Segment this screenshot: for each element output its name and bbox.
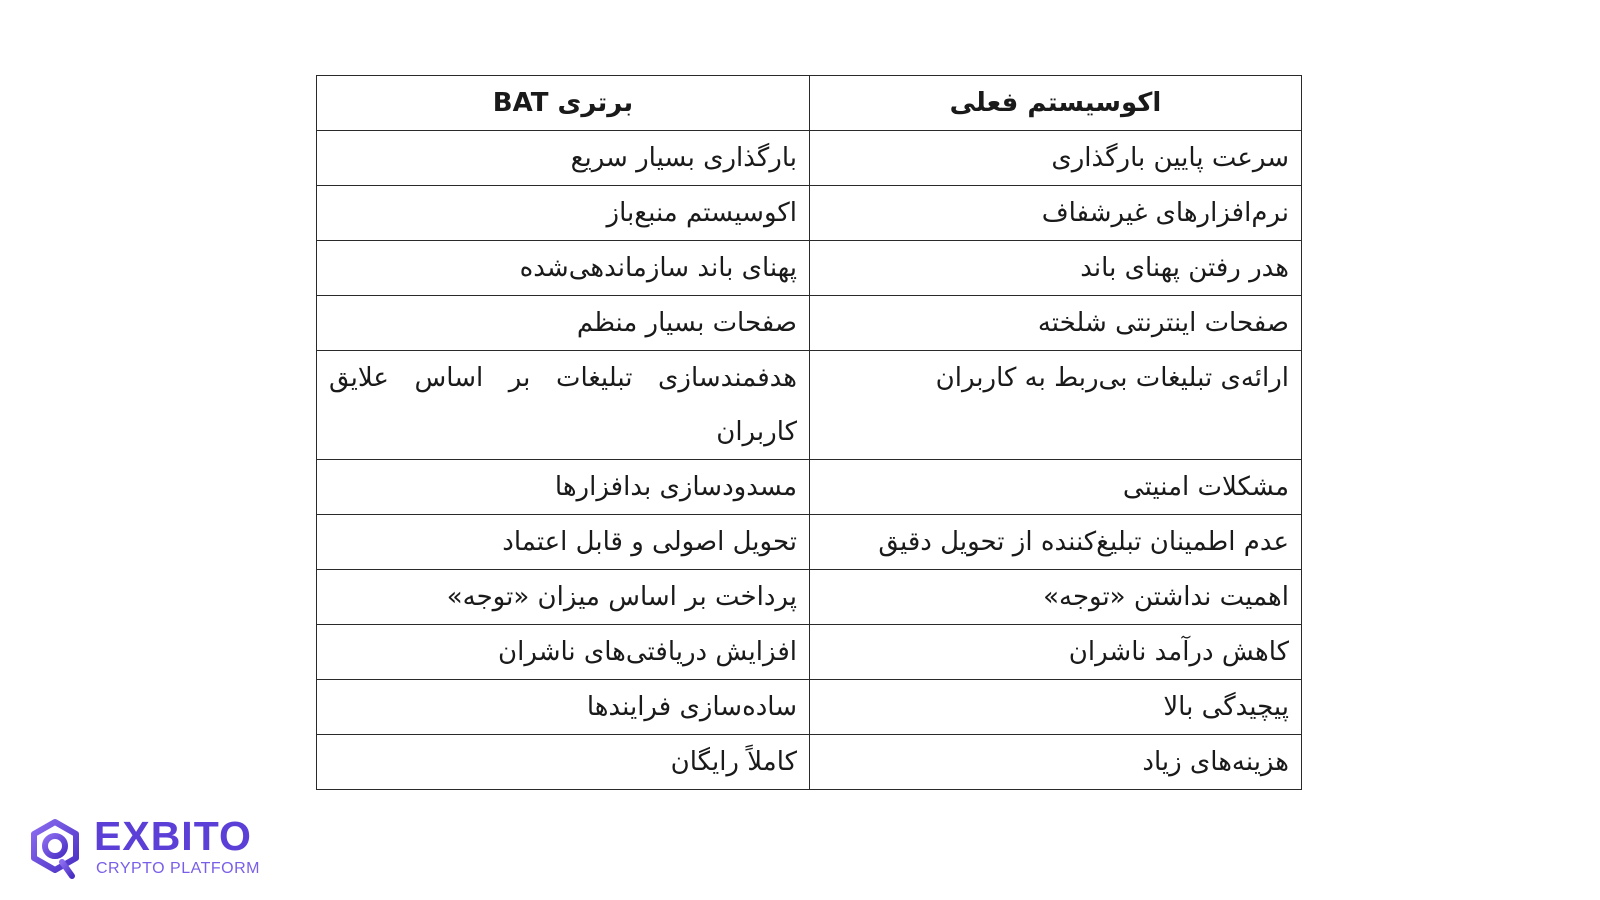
cell-current: مشکلات امنیتی (810, 460, 1302, 515)
table-row (317, 460, 1302, 515)
cell-advantage: پرداخت بر اساس میزان «توجه» (317, 570, 810, 625)
cell-advantage: بارگذاری بسیار سریع (317, 131, 810, 186)
cell-current: نرم‌افزارهای غیرشفاف (810, 186, 1302, 241)
table-row (317, 351, 1302, 460)
logo-name: EXBITO (94, 813, 252, 859)
cell-current: هزینه‌های زیاد (810, 735, 1302, 790)
exbito-logo (26, 812, 286, 884)
cell-current: عدم اطمینان تبلیغ‌کننده از تحویل دقیق (810, 515, 1302, 570)
cell-current: هدر رفتن پهنای باند (810, 241, 1302, 296)
table-row (317, 515, 1302, 570)
cell-advantage: صفحات بسیار منظم (317, 296, 810, 351)
cell-advantage: اکوسیستم منبع‌باز (317, 186, 810, 241)
table-row (317, 186, 1302, 241)
comparison-table (316, 75, 1302, 790)
exbito-logo-icon (26, 818, 84, 880)
cell-advantage: تحویل اصولی و قابل اعتماد (317, 515, 810, 570)
header-current-ecosystem: اکوسیستم فعلی (810, 76, 1302, 131)
table-row (317, 131, 1302, 186)
header-bat-advantage: برتری BAT (317, 76, 810, 131)
cell-current: اهمیت نداشتن «توجه» (810, 570, 1302, 625)
table-header-row (317, 76, 1302, 131)
logo-tagline: CRYPTO PLATFORM (96, 860, 260, 877)
cell-advantage: پهنای باند سازماندهی‌شده (317, 241, 810, 296)
table-row (317, 241, 1302, 296)
table-row (317, 625, 1302, 680)
cell-advantage: هدفمندسازی تبلیغات بر اساس علایق کاربران (317, 351, 810, 460)
cell-current: پیچیدگی بالا (810, 680, 1302, 735)
cell-current: ارائه‌ی تبلیغات بی‌ربط به کاربران (810, 351, 1302, 460)
table-row (317, 296, 1302, 351)
table-row (317, 735, 1302, 790)
table-row (317, 680, 1302, 735)
cell-current: کاهش درآمد ناشران (810, 625, 1302, 680)
cell-advantage: افزایش دریافتی‌های ناشران (317, 625, 810, 680)
cell-advantage: مسدودسازی بدافزارها (317, 460, 810, 515)
table-row (317, 570, 1302, 625)
cell-current: صفحات اینترنتی شلخته (810, 296, 1302, 351)
comparison-table-container (316, 75, 1301, 790)
cell-current: سرعت پایین بارگذاری (810, 131, 1302, 186)
cell-advantage: کاملاً رایگان (317, 735, 810, 790)
cell-advantage: ساده‌سازی فرایندها (317, 680, 810, 735)
